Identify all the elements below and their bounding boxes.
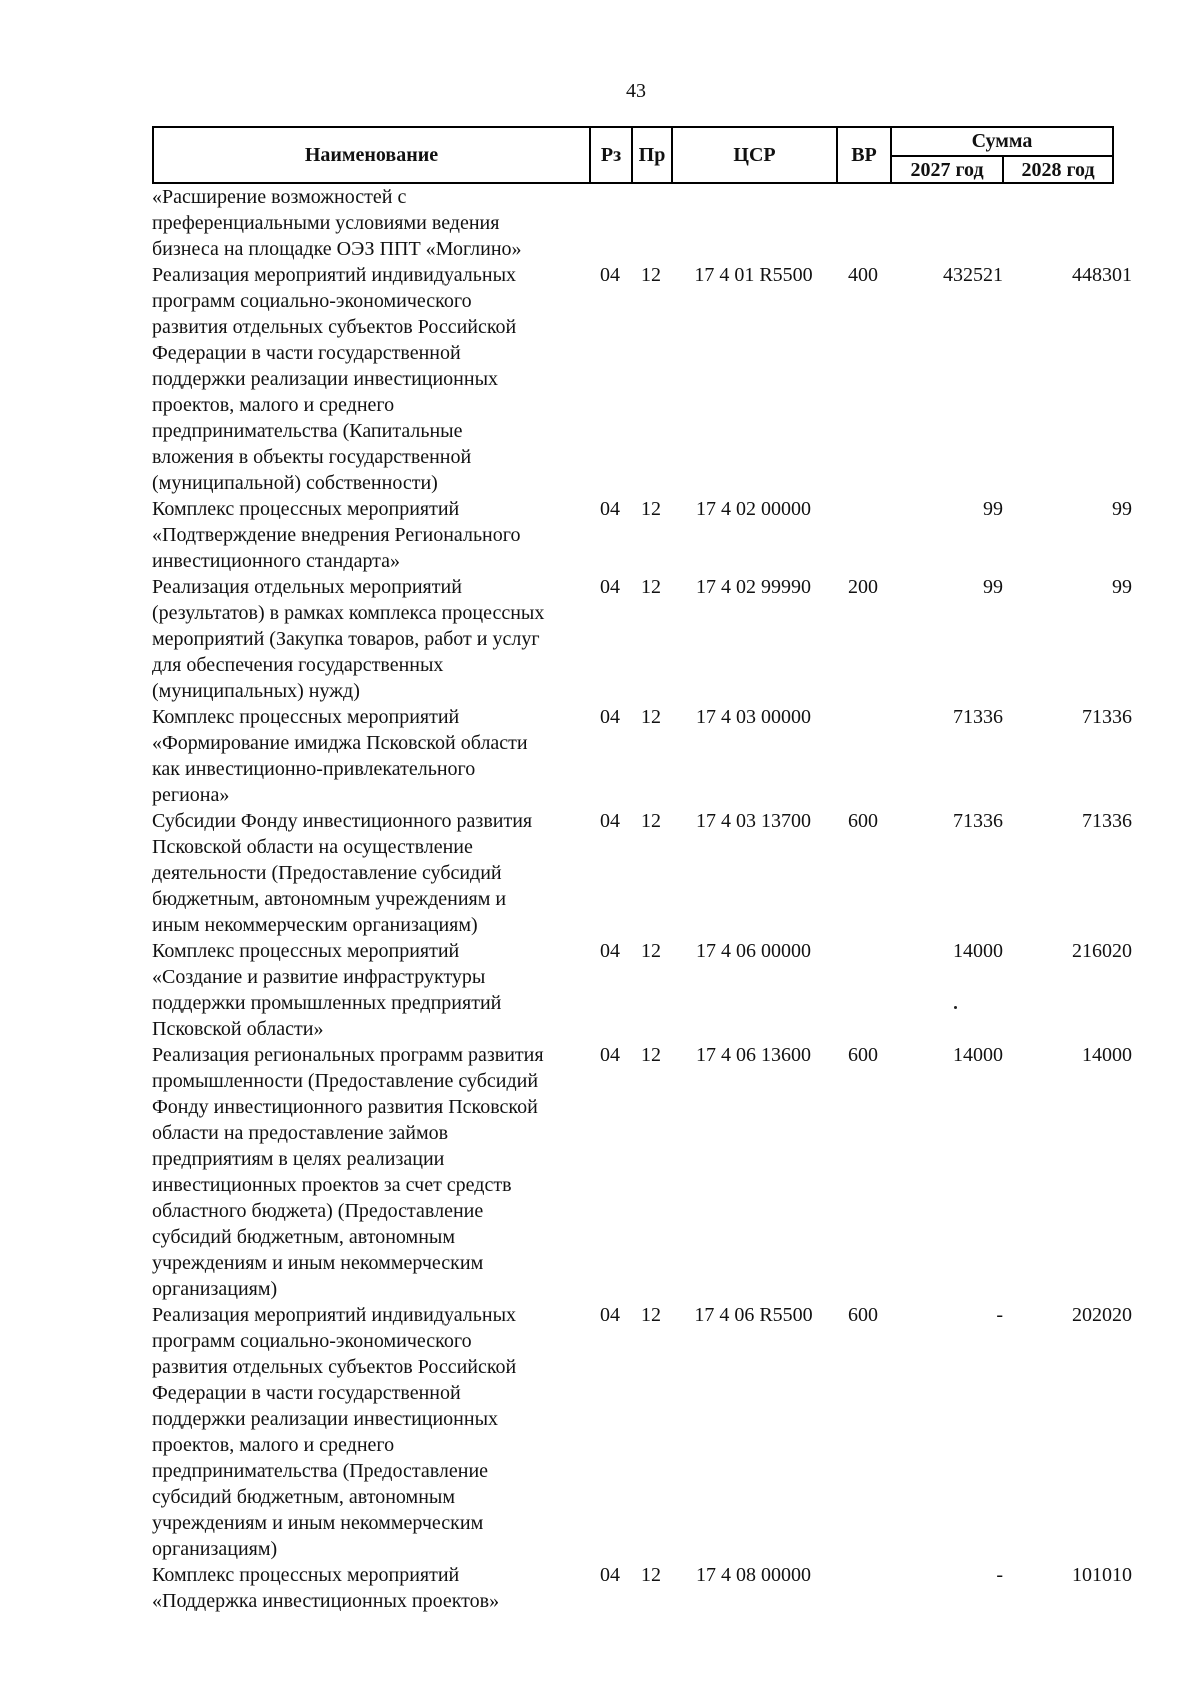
row-sum-2027: -	[996, 1564, 1003, 1586]
row-name: Реализация отдельных мероприятий (результатов) в рамках комплекса процессных мероприятий (Закупка товаров, работ и услуг для обеспечения государственных (муниципальных) нужд)	[152, 576, 545, 702]
row-pr: 12	[641, 1564, 661, 1586]
row-name: «Расширение возможностей с преференциальными условиями ведения бизнеса на площадке ОЭЗ ППТ «Моглино»	[152, 186, 522, 260]
row-sum-2027: 99	[983, 498, 1003, 520]
row-sum-2028: 14000	[1082, 1044, 1132, 1066]
row-rz: 04	[600, 1304, 620, 1326]
row-pr: 12	[641, 1304, 661, 1326]
table-row	[152, 1042, 1132, 1302]
row-vr: 600	[848, 810, 878, 832]
row-rz: 04	[600, 1564, 620, 1586]
row-vr: 400	[848, 264, 878, 286]
row-vr: 600	[848, 1044, 878, 1066]
row-sum-2028: 202020	[1072, 1304, 1132, 1326]
row-sum-2028: 216020	[1072, 940, 1132, 962]
row-csr: 17 4 08 00000	[696, 1564, 811, 1586]
header-csr: ЦСР	[673, 128, 838, 182]
row-sum-2028: 448301	[1072, 264, 1132, 286]
header-pr: Пр	[633, 128, 673, 182]
scan-speck	[954, 1006, 957, 1009]
row-sum-2027: 14000	[953, 1044, 1003, 1066]
row-sum-2027: 71336	[953, 706, 1003, 728]
row-pr: 12	[641, 940, 661, 962]
table-row	[152, 496, 1132, 574]
row-name: Реализация мероприятий индивидуальных программ социально-экономического развития отдельных субъектов Российской Федерации в части государственной поддержки реализации инвестиционных проектов, малого и среднего предпринимательства (Предоставление субсидий бюджетным, автономным учреждениям и иным некоммерческим организациям)	[152, 1304, 517, 1560]
row-sum-2028: 71336	[1082, 810, 1132, 832]
table-row	[152, 262, 1132, 496]
row-sum-2028: 99	[1112, 576, 1132, 598]
table-row	[152, 808, 1132, 938]
row-csr: 17 4 06 13600	[696, 1044, 811, 1066]
table-row	[152, 184, 1132, 262]
row-csr: 17 4 06 R5500	[694, 1304, 813, 1326]
row-sum-2028: 71336	[1082, 706, 1132, 728]
row-rz: 04	[600, 940, 620, 962]
row-pr: 12	[641, 810, 661, 832]
table-row	[152, 938, 1132, 1042]
table-row	[152, 704, 1132, 808]
row-vr: 200	[848, 576, 878, 598]
header-year-2028: 2028 год	[1021, 159, 1095, 181]
row-name: Комплекс процессных мероприятий «Подтверждение внедрения Регионального инвестиционного стандарта»	[152, 498, 521, 572]
row-csr: 17 4 01 R5500	[694, 264, 813, 286]
row-rz: 04	[600, 1044, 620, 1066]
row-sum-2027: 99	[983, 576, 1003, 598]
row-name: Комплекс процессных мероприятий «Формирование имиджа Псковской области как инвестиционно-привлекательного региона»	[152, 706, 528, 806]
row-pr: 12	[641, 1044, 661, 1066]
table-header	[152, 126, 1114, 184]
row-name: Комплекс процессных мероприятий «Поддержка инвестиционных проектов»	[152, 1564, 500, 1612]
page-number: 43	[626, 80, 646, 102]
header-vr: ВР	[838, 128, 892, 182]
table-row	[152, 1302, 1132, 1562]
row-csr: 17 4 03 00000	[696, 706, 811, 728]
row-csr: 17 4 06 00000	[696, 940, 811, 962]
row-rz: 04	[600, 498, 620, 520]
table-row	[152, 1562, 1132, 1614]
row-sum-2027: 14000	[953, 940, 1003, 962]
row-rz: 04	[600, 706, 620, 728]
row-rz: 04	[600, 810, 620, 832]
header-sum: Сумма	[892, 128, 1112, 157]
row-name: Реализация региональных программ развития промышленности (Предоставление субсидий Фонду инвестиционного развития Псковской области на предоставление займов предприятиям в целях реализации инвестиционных проектов за счет средств областного бюджета) (Предоставление субсидий бюджетным, автономным учреждениям и иным некоммерческим организациям)	[152, 1044, 544, 1300]
row-sum-2027: -	[996, 1304, 1003, 1326]
row-sum-2028: 99	[1112, 498, 1132, 520]
row-csr: 17 4 02 00000	[696, 498, 811, 520]
header-rz: Рз	[591, 128, 633, 182]
row-sum-2028: 101010	[1072, 1564, 1132, 1586]
row-pr: 12	[641, 264, 661, 286]
row-pr: 12	[641, 576, 661, 598]
table-body	[152, 184, 1132, 1614]
row-rz: 04	[600, 264, 620, 286]
header-name: Наименование	[154, 128, 591, 182]
row-name: Реализация мероприятий индивидуальных программ социально-экономического развития отдельных субъектов Российской Федерации в части государственной поддержки реализации инвестиционных проектов, малого и среднего предпринимательства (Капитальные вложения в объекты государственной (муниципальной) собственности)	[152, 264, 517, 494]
row-name: Комплекс процессных мероприятий «Создание и развитие инфраструктуры поддержки промышленных предприятий Псковской области»	[152, 940, 502, 1040]
row-pr: 12	[641, 498, 661, 520]
row-name: Субсидии Фонду инвестиционного развития Псковской области на осуществление деятельности (Предоставление субсидий бюджетным, автономным учреждениям и иным некоммерческим организациям)	[152, 810, 533, 936]
header-sum-group	[892, 128, 1112, 182]
row-vr: 600	[848, 1304, 878, 1326]
row-csr: 17 4 02 99990	[696, 576, 811, 598]
row-sum-2027: 432521	[943, 264, 1003, 286]
header-year-2027: 2027 год	[892, 157, 1004, 184]
table-row	[152, 574, 1132, 704]
row-pr: 12	[641, 706, 661, 728]
row-csr: 17 4 03 13700	[696, 810, 811, 832]
row-rz: 04	[600, 576, 620, 598]
row-sum-2027: 71336	[953, 810, 1003, 832]
